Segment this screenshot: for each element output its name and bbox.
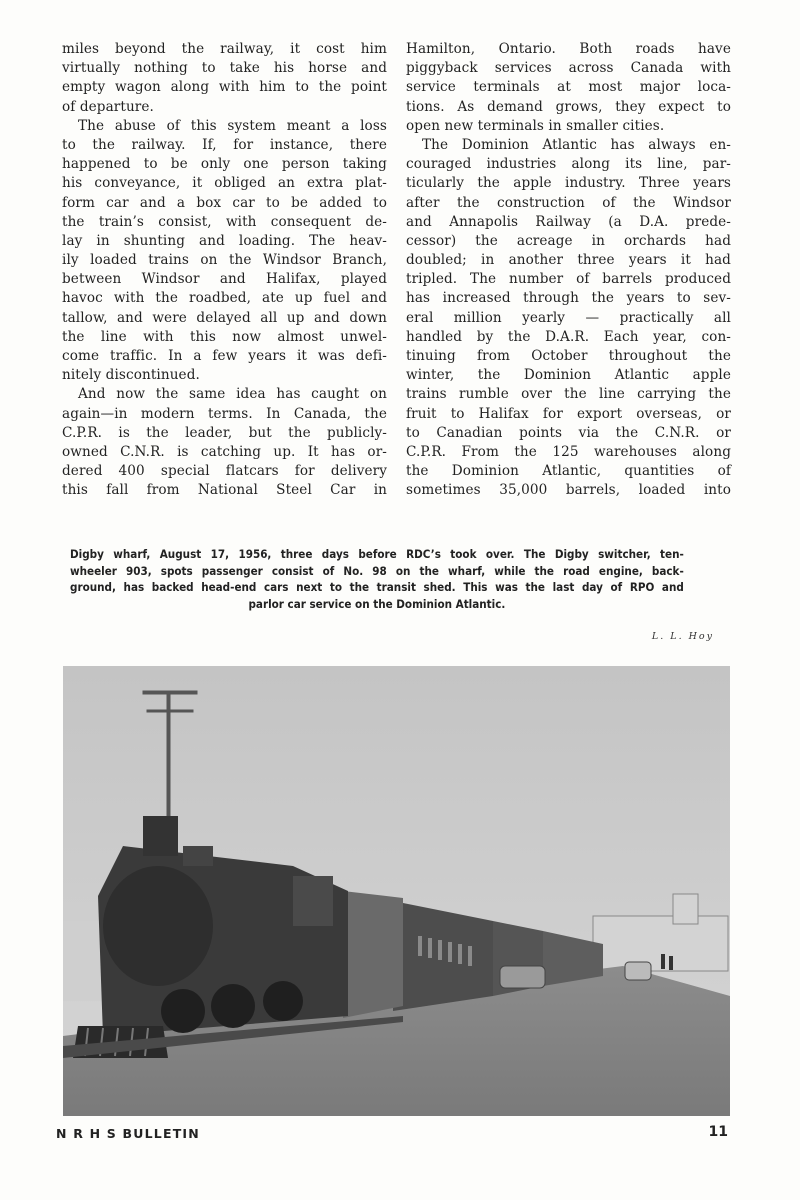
text-line: dered 400 special flatcars for delivery xyxy=(62,463,387,480)
text-line: The abuse of this system meant a loss xyxy=(78,117,387,134)
caption-line: Digby wharf, August 17, 1956, three days before RDC’s took over. The Digby switcher, ten- xyxy=(70,548,684,561)
text-line: tions. As demand grows, they expect to xyxy=(406,98,731,115)
text-line: trains rumble over the line carrying the xyxy=(406,386,731,403)
caption-line: parlor car service on the Dominion Atlantic. xyxy=(248,597,506,611)
text-line: and Annapolis Railway (a D.A. prede- xyxy=(406,213,731,230)
text-line: piggyback services across Canada with xyxy=(406,60,731,77)
caption-line: wheeler 903, spots passenger consist of No. 98 on the wharf, while the road engine, back- xyxy=(70,564,684,578)
text-line: Hamilton, Ontario. Both roads have xyxy=(406,41,731,57)
text-line: eral million yearly — practically all xyxy=(406,309,731,326)
text-line: of departure. xyxy=(62,98,154,115)
text-line: And now the same idea has caught on xyxy=(78,386,387,403)
text-line: sometimes 35,000 barrels, loaded into xyxy=(406,482,731,499)
text-line: has increased through the years to sev- xyxy=(406,290,731,307)
text-line: service terminals at most major loca- xyxy=(406,79,731,96)
right-text-column xyxy=(406,40,731,501)
caption-line: ground, has backed head-end cars next to the transit shed. This was the last day of RPO and xyxy=(70,581,684,594)
text-line: miles beyond the railway, it cost him xyxy=(62,41,387,57)
text-line: empty wagon along with him to the point xyxy=(62,79,387,96)
text-line: ily loaded trains on the Windsor Branch, xyxy=(62,252,387,269)
text-line: doubled; in another three years it had xyxy=(406,252,731,269)
text-line: this fall from National Steel Car in xyxy=(62,482,387,499)
tender xyxy=(343,891,403,1018)
text-line: havoc with the roadbed, ate up fuel and xyxy=(62,290,387,307)
text-line: cessor) the acreage in orchards had xyxy=(406,232,731,249)
text-line: The Dominion Atlantic has always en- xyxy=(422,136,731,153)
text-line: the Dominion Atlantic, quantities of xyxy=(406,463,731,480)
text-line: form car and a box car to be added to xyxy=(62,194,387,211)
text-line: between Windsor and Halifax, played xyxy=(62,271,387,288)
photo-caption xyxy=(70,547,684,613)
photo-credit: L. L. Hoy xyxy=(651,631,714,642)
left-building xyxy=(63,921,103,1001)
text-line: tallow, and were delayed all up and down xyxy=(62,309,387,326)
text-line: to the railway. If, for instance, there xyxy=(62,136,387,153)
text-line: again—in modern terms. In Canada, the xyxy=(62,405,387,422)
locomotive-photo xyxy=(63,666,730,1116)
text-line: virtually nothing to take his horse and xyxy=(62,60,387,77)
text-line: ticularly the apple industry. Three years xyxy=(406,175,731,192)
text-line: nitely discontinued. xyxy=(62,367,200,384)
text-line: C.P.R. is the leader, but the publicly- xyxy=(62,424,387,441)
text-line: after the construction of the Windsor xyxy=(406,194,731,211)
text-line: come traffic. In a few years it was defi- xyxy=(62,348,387,364)
publication-name: N R H S BULLETIN xyxy=(56,1126,200,1141)
text-line: C.P.R. From the 125 warehouses along xyxy=(406,443,731,460)
text-line: handled by the D.A.R. Each year, con- xyxy=(406,328,731,345)
text-line: couraged industries along its line, par- xyxy=(406,156,731,173)
text-line: lay in shunting and loading. The heav- xyxy=(62,232,387,249)
text-line: tinuing from October throughout the xyxy=(406,348,731,364)
text-line: fruit to Halifax for export overseas, or xyxy=(406,405,731,422)
text-line: winter, the Dominion Atlantic apple xyxy=(406,367,731,384)
text-line: his conveyance, it obliged an extra plat- xyxy=(62,175,387,192)
text-line: tripled. The number of barrels produced xyxy=(406,271,731,288)
text-line: open new terminals in smaller cities. xyxy=(406,117,665,134)
left-text-column xyxy=(62,40,387,501)
text-line: the train’s consist, with consequent de- xyxy=(62,213,387,230)
text-line: owned C.N.R. is catching up. It has or- xyxy=(62,443,387,460)
text-line: the line with this now almost unwel- xyxy=(62,328,387,345)
text-line: to Canadian points via the C.N.R. or xyxy=(406,424,731,441)
text-line: happened to be only one person taking xyxy=(62,156,387,173)
page-number: 11 xyxy=(708,1124,728,1140)
